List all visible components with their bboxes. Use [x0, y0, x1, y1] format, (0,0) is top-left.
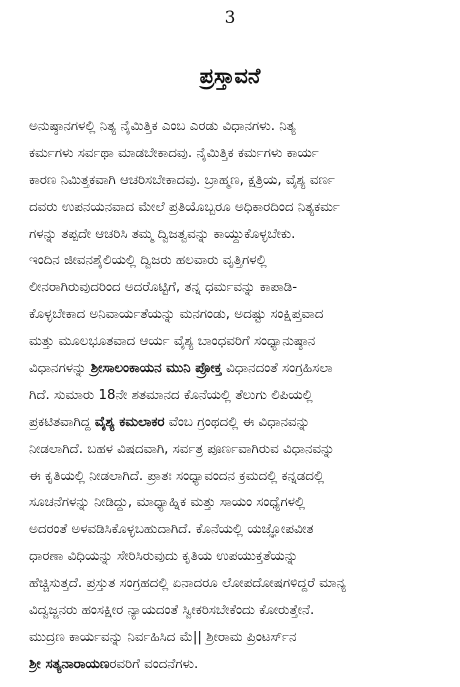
text-segment: ರವರಿಗೆ ವಂದನೆಗಳು. — [109, 656, 199, 672]
text-segment: ಈ ಕೃತಿಯಲ್ಲಿ ನೀಡಲಾಗಿದೆ. ಪ್ರಾತಃ ಸಂಧ್ಯಾವಂದನ ಕ್ರಮದಲ್ಲಿ ಕನ್ನಡದಲ್ಲಿ — [29, 468, 325, 484]
text-segment: ನೀಡಲಾಗಿದೆ. ಬಹಳ ವಿಷದವಾಗಿ, ಸರ್ವತ್ರ ಪೂರ್ಣವಾಗಿರುವ ವಿಧಾನವನ್ನು — [29, 441, 335, 457]
text-line — [29, 490, 439, 517]
text-segment: ವಿದ್ವಜ್ಜನರು ಹಂಸಕ್ಷೀರ ನ್ಯಾಯದಂತೆ ಸ್ವೀಕರಿಸಬೇಕೆಂದು ಕೋರುತ್ತೇನೆ. — [29, 603, 315, 619]
text-line — [29, 625, 439, 652]
text-segment: ಅನುಷ್ಠಾನಗಳಲ್ಲಿ ನಿತ್ಯ ನೈಮಿತ್ತಿಕ ಎಂಬ ಎರಡು ವಿಧಾನಗಳು. ನಿತ್ಯ — [29, 119, 296, 134]
text-line — [29, 114, 439, 141]
text-line — [29, 141, 439, 168]
page-number: 3 — [224, 8, 236, 28]
text-line — [29, 410, 439, 437]
text-line — [29, 356, 439, 383]
text-segment: ಮುದ್ರಣ ಕಾರ್ಯವನ್ನು ನಿರ್ವಹಿಸಿದ ಮೆ|| ಶ್ರೀರಾಮ ಪ್ರಿಂಟರ್ಸ್‌ನ — [29, 629, 297, 645]
bold-text-segment: ಶ್ರೀ ಸತ್ಯನಾರಾಯಣ — [29, 656, 110, 672]
text-line — [29, 517, 439, 544]
bold-text-segment: ವೈಶ್ಯ ಕಮಲಾಕರ — [94, 414, 165, 430]
text-segment: ಲೀನರಾಗಿರುವುದರಿಂದ ಅದರೊಟ್ಟಿಗೆ, ತನ್ನ ಧರ್ಮವನ್ನು ಕಾಪಾಡಿ- — [29, 280, 298, 296]
text-line — [29, 329, 439, 356]
text-line — [29, 652, 439, 679]
text-segment: ವೆಂಬ ಗ್ರಂಥದಲ್ಲಿ ಈ ವಿಧಾನವನ್ನು — [164, 414, 310, 430]
text-line — [29, 571, 439, 598]
text-line — [29, 222, 439, 249]
text-segment: ಕರ್ಮಗಳು ಸರ್ವಥಾ ಮಾಡಬೇಕಾದವು. ನೈಮಿತ್ತಿಕ ಕರ್ಮಗಳು ಕಾರ್ಯ — [29, 145, 319, 161]
text-segment: ದವರು ಉಪನಯನವಾದ ಮೇಲೆ ಪ್ರತಿಯೊಬ್ಬರೂ ಅಧಿಕಾರದಿಂದ ನಿತ್ಯಕರ್ಮ — [29, 199, 340, 215]
text-segment: ಗಳನ್ನು ತಪ್ಪದೇ ಆಚರಿಸಿ ತಮ್ಮ ದ್ವಿಜತ್ವವನ್ನು ಕಾಯ್ದುಕೊಳ್ಳಬೇಕು. — [29, 226, 296, 242]
text-segment: ಕೊಳ್ಳಬೇಕಾದ ಅನಿವಾರ್ಯತೆಯನ್ನು ಮನಗಂಡು, ಅದಷ್ಟು ಸಂಕ್ಷಿಪ್ತವಾದ — [29, 307, 324, 323]
text-line — [29, 464, 439, 491]
text-segment: ಗಿದೆ. ಸುಮಾರು 18ನೇ ಶತಮಾನದ ಕೊನೆಯಲ್ಲಿ ತೆಲುಗು ಲಿಪಿಯಲ್ಲಿ — [29, 387, 313, 403]
text-line — [29, 437, 439, 464]
text-segment: ಧಾರಣಾ ವಿಧಿಯನ್ನು ಸೇರಿಸಿರುವುದು ಕೃತಿಯ ಉಪಯುಕ್ತತೆಯನ್ನು — [29, 549, 299, 565]
text-line — [29, 302, 439, 329]
text-line — [29, 383, 439, 410]
text-segment: ಸೂಚನೆಗಳನ್ನು ನೀಡಿದ್ದು, ಮಾಧ್ಯಾಹ್ನಿಕ ಮತ್ತು ಸಾಯಂ ಸಂಧ್ಯೆಗಳಲ್ಲಿ — [29, 495, 305, 511]
text-line — [29, 598, 439, 625]
text-line — [29, 248, 439, 275]
text-segment: ಇಂದಿನ ಜೀವನಶೈಲಿಯಲ್ಲಿ ದ್ವಿಜರು ಹಲವಾರು ವೃತ್ತಿಗಳಲ್ಲಿ — [29, 253, 267, 269]
body-paragraph — [29, 114, 439, 679]
text-segment: ವಿಧಾನಗಳನ್ನು — [29, 361, 91, 377]
text-segment: ಹೆಚ್ಚಿಸುತ್ತದೆ. ಪ್ರಸ್ತುತ ಸಂಗ್ರಹದಲ್ಲಿ ಏನಾದರೂ ಲೋಪದೋಷಗಳಿದ್ದರೆ ಮಾನ್ಯ — [29, 576, 346, 592]
text-line — [29, 195, 439, 222]
text-line — [29, 544, 439, 571]
text-segment: ವಿಧಾನದಂತೆ ಸಂಗ್ರಹಿಸಲಾ — [221, 361, 333, 377]
bold-text-segment: ಶ್ರೀಸಾಲಂಕಾಯನ ಮುನಿ ಪ್ರೋಕ್ತ — [90, 361, 222, 377]
text-line — [29, 168, 439, 195]
text-segment: ಕಾರಣ ನಿಮಿತ್ತಕವಾಗಿ ಆಚರಿಸಬೇಕಾದವು. ಬ್ರಾಹ್ಮಣ, ಕ್ಷತ್ರಿಯ, ವೈಶ್ಯ ವರ್ಣ — [29, 172, 335, 188]
page-title: ಪ್ರಸ್ತಾವನೆ — [199, 64, 261, 88]
text-segment: ಮತ್ತು ಮೂಲಭೂತವಾದ ಆರ್ಯ ವೈಶ್ಯ ಬಾಂಧವರಿಗೆ ಸಂಧ್ಯಾನುಷ್ಠಾನ — [29, 334, 316, 350]
text-segment: ಅದರಂತೆ ಅಳವಡಿಸಿಕೊಳ್ಳಬಹುದಾಗಿದೆ. ಕೊನೆಯಲ್ಲಿ ಯಜ್ಞೋಪವೀತ — [29, 522, 314, 538]
text-segment: ಪ್ರಕಟಿತವಾಗಿದ್ದ — [29, 414, 95, 430]
text-line — [29, 275, 439, 302]
